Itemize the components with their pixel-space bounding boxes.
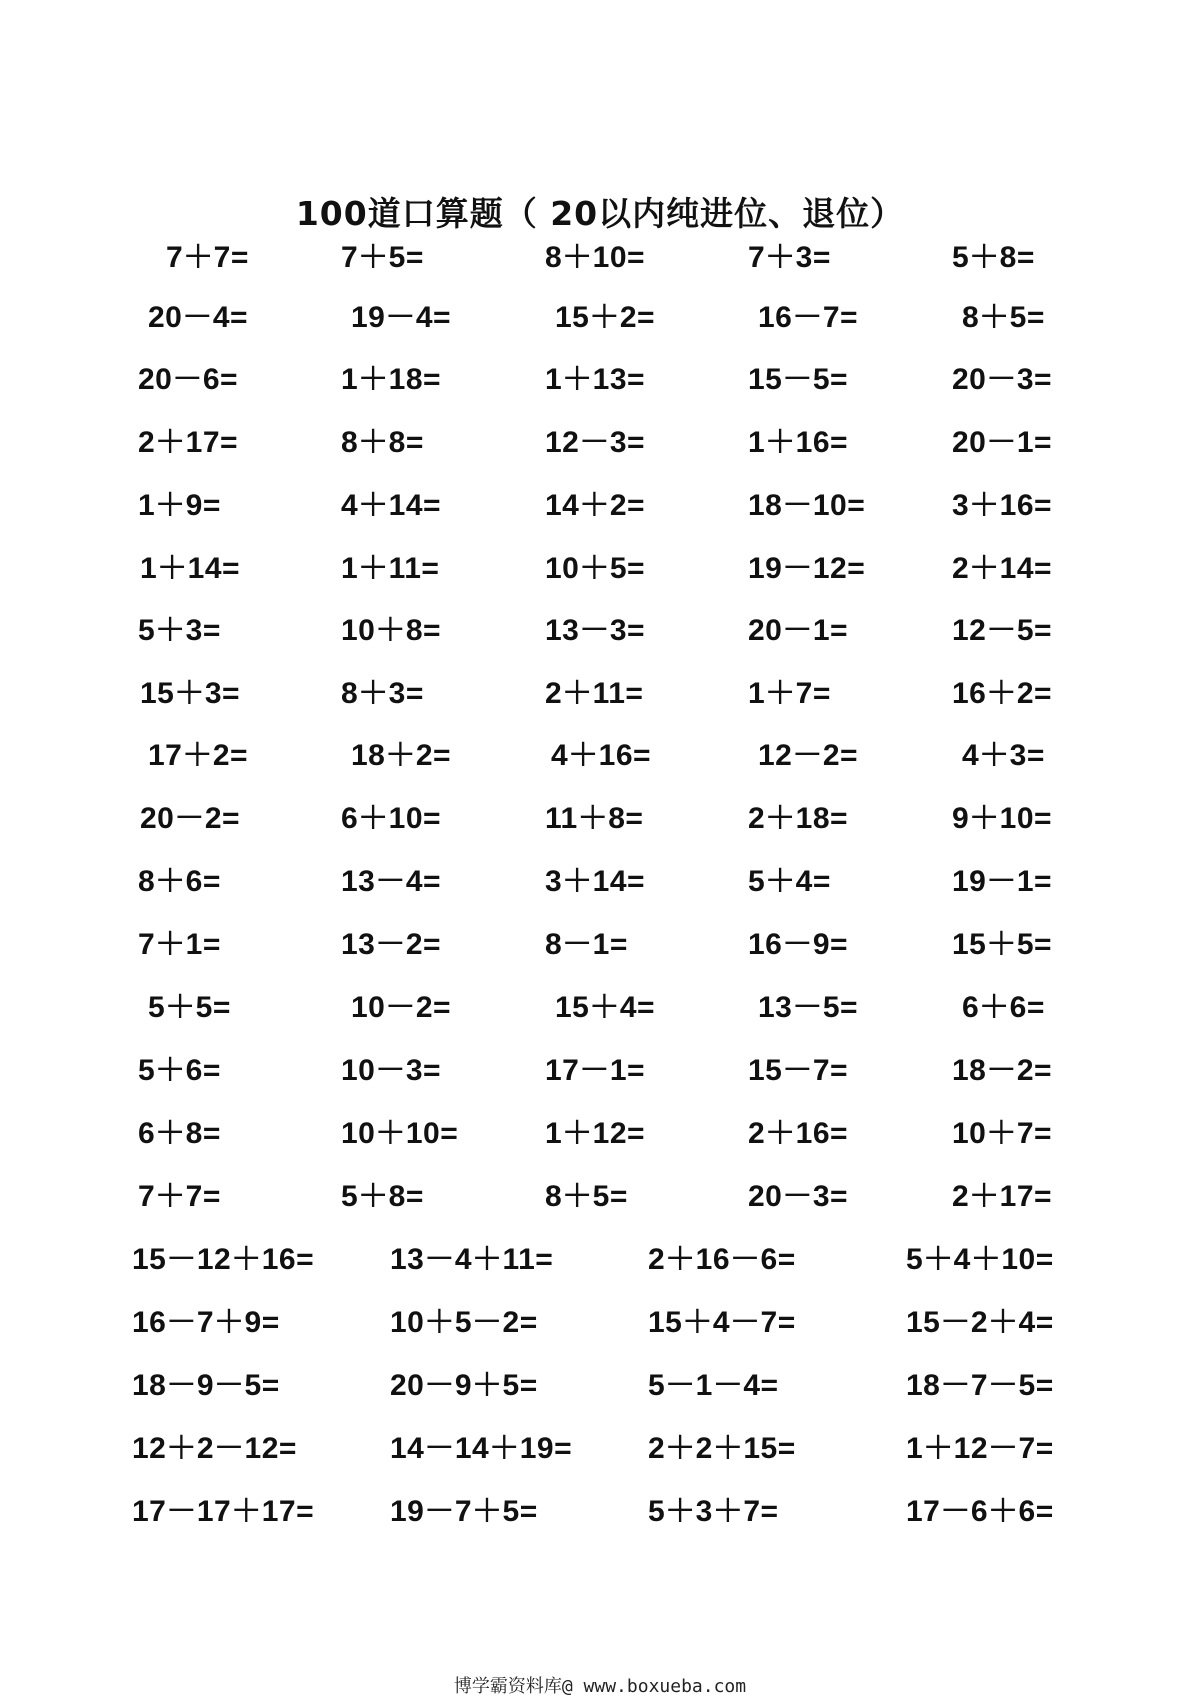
- math-problem: 15－7=: [748, 1054, 849, 1087]
- math-problem: 5＋3＋7=: [648, 1495, 779, 1528]
- math-problem: 2＋17=: [952, 1180, 1053, 1213]
- math-problem: 12－3=: [545, 426, 646, 459]
- math-problem: 6＋10=: [341, 802, 442, 835]
- math-problem: 20－2=: [140, 802, 241, 835]
- math-problem: 10－3=: [341, 1054, 442, 1087]
- math-problem: 19－7＋5=: [390, 1495, 538, 1528]
- math-problem: 1＋12－7=: [906, 1432, 1054, 1465]
- math-problem: 18－2=: [952, 1054, 1053, 1087]
- math-problem: 5－1－4=: [648, 1369, 779, 1402]
- math-problem: 12－5=: [952, 614, 1053, 647]
- math-problem: 1＋11=: [341, 552, 440, 585]
- math-problem: 12＋2－12=: [132, 1432, 297, 1465]
- math-problem: 2＋14=: [952, 552, 1053, 585]
- math-problem: 13－3=: [545, 614, 646, 647]
- math-problem: 20－3=: [952, 363, 1053, 396]
- footer-credit: 博学霸资料库@ www.boxueba.com: [453, 1676, 747, 1697]
- math-problem: 5＋5=: [148, 991, 231, 1024]
- math-problem: 16＋2=: [952, 677, 1053, 710]
- math-problem: 3＋14=: [545, 865, 646, 898]
- math-problem: 7＋7=: [138, 1180, 221, 1213]
- math-problem: 13－4=: [341, 865, 442, 898]
- math-problem: 2＋18=: [748, 802, 849, 835]
- math-problem: 11＋8=: [545, 802, 644, 835]
- math-problem: 15－2＋4=: [906, 1306, 1054, 1339]
- math-problem: 8＋3=: [341, 677, 424, 710]
- math-problem: 8＋8=: [341, 426, 424, 459]
- math-problem: 19－12=: [748, 552, 866, 585]
- math-problem: 8＋6=: [138, 865, 221, 898]
- math-problem: 15＋3=: [140, 677, 241, 710]
- math-problem: 18－9－5=: [132, 1369, 280, 1402]
- math-problem: 1＋7=: [748, 677, 831, 710]
- math-problem: 5＋6=: [138, 1054, 221, 1087]
- math-problem: 7＋5=: [341, 241, 424, 274]
- math-problem: 10＋7=: [952, 1117, 1053, 1150]
- math-problem: 8＋5=: [962, 301, 1045, 334]
- math-problem: 6＋6=: [962, 991, 1045, 1024]
- math-problem: 10－2=: [351, 991, 452, 1024]
- math-problem: 18－10=: [748, 489, 866, 522]
- math-problem: 18＋2=: [351, 739, 452, 772]
- math-problem: 15＋2=: [555, 301, 656, 334]
- math-problem: 20－9＋5=: [390, 1369, 538, 1402]
- math-problem: 4＋14=: [341, 489, 442, 522]
- math-problem: 19－4=: [351, 301, 452, 334]
- math-problem: 5＋3=: [138, 614, 221, 647]
- math-problem: 2＋11=: [545, 677, 644, 710]
- math-problem: 16－7＋9=: [132, 1306, 280, 1339]
- math-problem: 15－12＋16=: [132, 1243, 315, 1276]
- math-problem: 1＋13=: [545, 363, 646, 396]
- math-problem: 10＋5=: [545, 552, 646, 585]
- math-problem: 2＋16－6=: [648, 1243, 796, 1276]
- math-problem: 20－1=: [952, 426, 1053, 459]
- math-problem: 7＋7=: [166, 241, 249, 274]
- math-problem: 5＋8=: [341, 1180, 424, 1213]
- math-problem: 17－17＋17=: [132, 1495, 315, 1528]
- math-problem: 1＋9=: [138, 489, 221, 522]
- math-problem: 5＋8=: [952, 241, 1035, 274]
- math-problem: 15＋4－7=: [648, 1306, 796, 1339]
- math-problem: 2＋17=: [138, 426, 239, 459]
- math-problem: 15＋5=: [952, 928, 1053, 961]
- math-problem: 9＋10=: [952, 802, 1053, 835]
- math-problem: 8＋5=: [545, 1180, 628, 1213]
- math-problem: 3＋16=: [952, 489, 1053, 522]
- math-problem: 1＋16=: [748, 426, 849, 459]
- math-problem: 10＋10=: [341, 1117, 459, 1150]
- math-problem: 15＋4=: [555, 991, 656, 1024]
- page-title: 100道口算题（ 20以内纯进位、退位）: [295, 194, 905, 233]
- math-problem: 17＋2=: [148, 739, 249, 772]
- math-problem: 7＋1=: [138, 928, 221, 961]
- math-problem: 18－7－5=: [906, 1369, 1054, 1402]
- math-problem: 2＋2＋15=: [648, 1432, 796, 1465]
- math-problem: 14＋2=: [545, 489, 646, 522]
- math-problem: 13－5=: [758, 991, 859, 1024]
- math-problem: 13－2=: [341, 928, 442, 961]
- math-problem: 20－1=: [748, 614, 849, 647]
- math-problem: 20－3=: [748, 1180, 849, 1213]
- math-problem: 12－2=: [758, 739, 859, 772]
- math-problem: 8－1=: [545, 928, 628, 961]
- math-problem: 15－5=: [748, 363, 849, 396]
- math-problem: 16－9=: [748, 928, 849, 961]
- math-problem: 7＋3=: [748, 241, 831, 274]
- math-problem: 1＋12=: [545, 1117, 646, 1150]
- math-problem: 20－4=: [148, 301, 249, 334]
- math-problem: 20－6=: [138, 363, 239, 396]
- math-problem: 10＋8=: [341, 614, 442, 647]
- math-problem: 4＋16=: [551, 739, 652, 772]
- math-problem: 13－4＋11=: [390, 1243, 554, 1276]
- math-problem: 5＋4=: [748, 865, 831, 898]
- math-problem: 17－1=: [545, 1054, 646, 1087]
- math-problem: 1＋18=: [341, 363, 442, 396]
- math-problem: 16－7=: [758, 301, 859, 334]
- math-problem: 14－14＋19=: [390, 1432, 573, 1465]
- math-problem: 1＋14=: [140, 552, 241, 585]
- math-problem: 6＋8=: [138, 1117, 221, 1150]
- math-problem: 10＋5－2=: [390, 1306, 538, 1339]
- math-problem: 19－1=: [952, 865, 1053, 898]
- math-problem: 5＋4＋10=: [906, 1243, 1054, 1276]
- math-problem: 2＋16=: [748, 1117, 849, 1150]
- math-problem: 8＋10=: [545, 241, 646, 274]
- math-problem: 4＋3=: [962, 739, 1045, 772]
- math-problem: 17－6＋6=: [906, 1495, 1054, 1528]
